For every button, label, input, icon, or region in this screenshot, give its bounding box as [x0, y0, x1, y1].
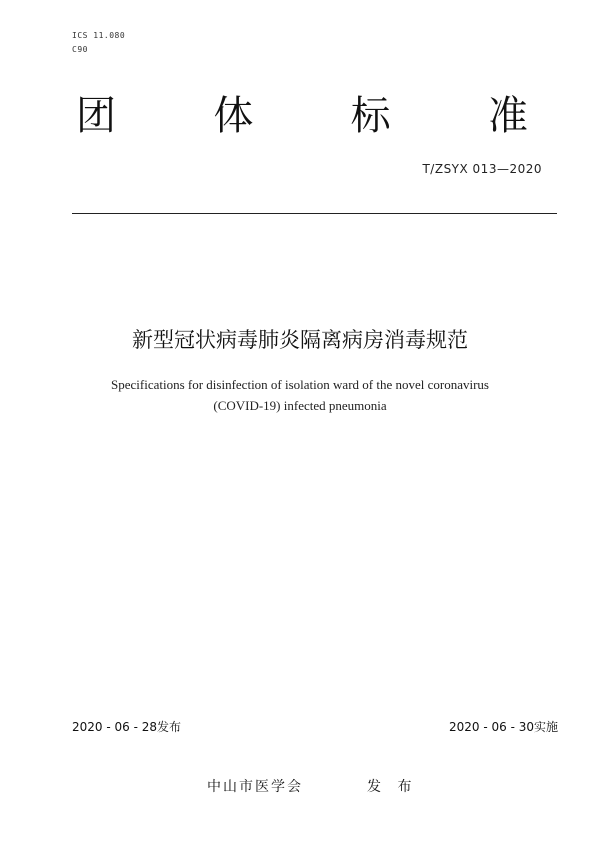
standard-number: T/ZSYX 013—2020 — [422, 162, 542, 176]
ics-code: ICS 11.080 — [72, 31, 126, 40]
document-title-chinese: 新型冠状病毒肺炎隔离病房消毒规范 — [132, 328, 468, 352]
implementation-date: 2020 - 06 - 30实施 — [449, 720, 558, 734]
publisher-name: 中山市医学会 — [207, 779, 303, 795]
main-title-char-4: 准 — [487, 93, 528, 139]
publish-label: 发 布 — [367, 779, 418, 795]
main-title-char-3: 标 — [350, 93, 391, 139]
classification-codes — [72, 30, 125, 58]
document-title-english — [0, 374, 600, 416]
main-title-char-1: 团 — [76, 93, 116, 139]
title-english-line-1: Specifications for disinfection of isolation ward of the novel coronavirus — [111, 377, 489, 392]
header-divider — [72, 213, 557, 214]
main-title — [72, 92, 532, 140]
main-title-char-2: 体 — [213, 93, 254, 139]
ccs-code: C90 — [72, 45, 88, 54]
issue-date: 2020 - 06 - 28发布 — [72, 720, 181, 734]
title-english-line-2: (COVID-19) infected pneumonia — [213, 398, 387, 413]
